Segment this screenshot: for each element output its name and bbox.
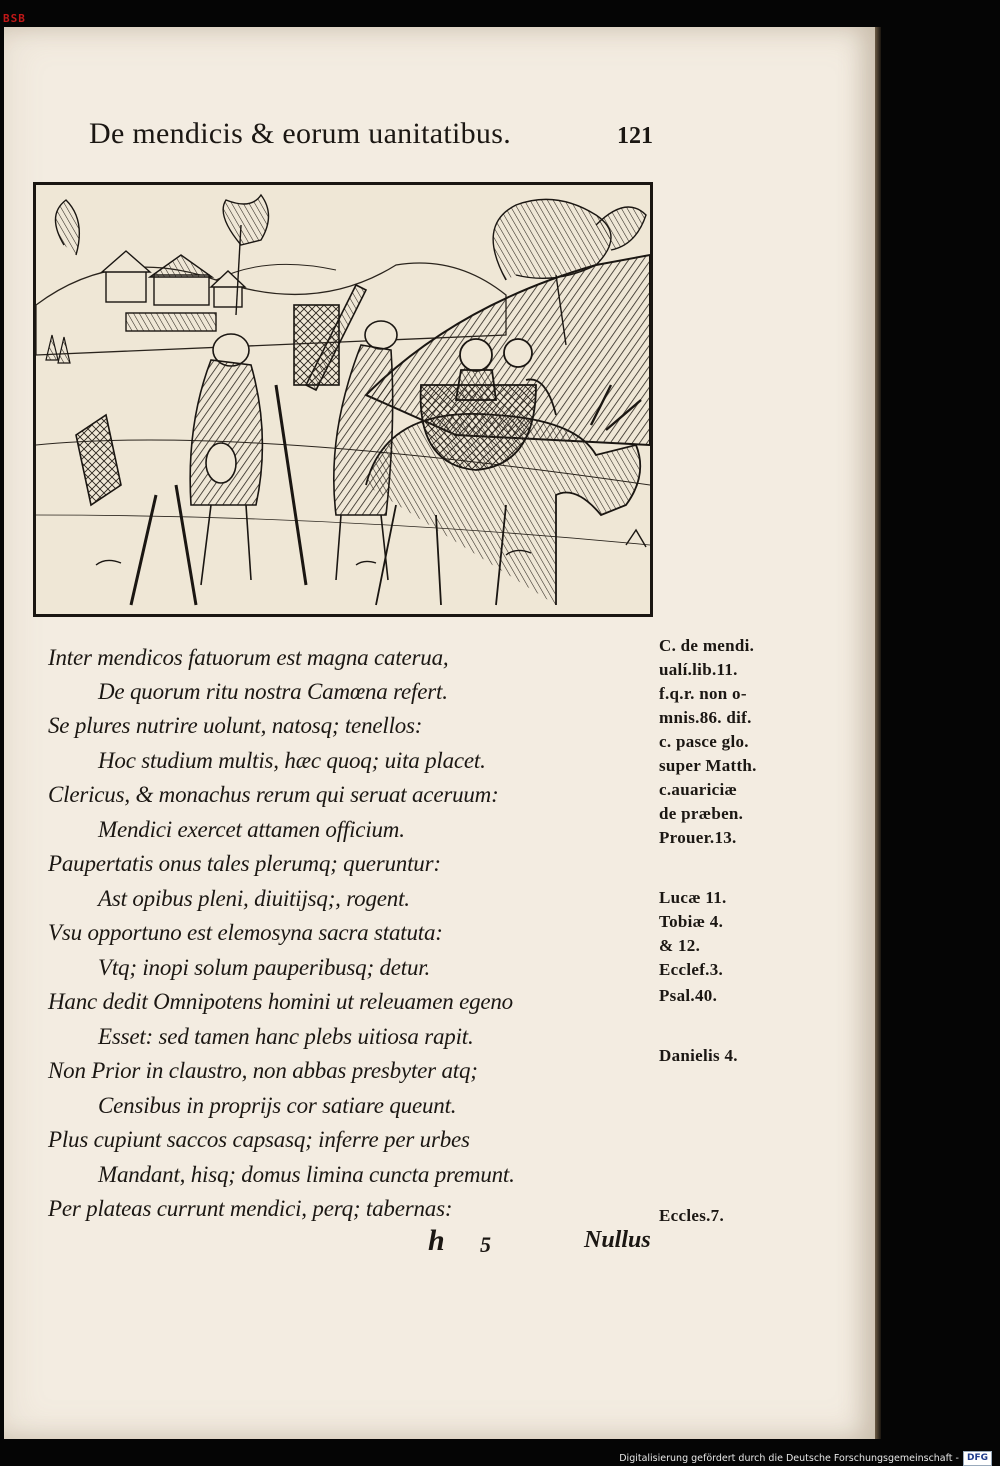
verse-line: Per plateas currunt mendici, perq; tabernas: — [48, 1196, 453, 1221]
marginal-note: c. pasce glo. — [659, 732, 749, 751]
signature-mark: h — [428, 1224, 445, 1257]
verse-line: Censibus in proprijs cor satiare queunt. — [98, 1093, 457, 1118]
catchword: Nullus — [584, 1227, 651, 1253]
running-head: De mendicis & eorum uanitatibus. — [89, 117, 512, 150]
marginal-note: Danielis 4. — [659, 1046, 738, 1065]
verse-line: Hanc dedit Omnipotens homini ut releuamen egeno — [48, 989, 513, 1014]
marginal-note: f.q.r. non o- — [659, 684, 747, 703]
verse-line: Ast opibus pleni, diuitijsq;, rogent. — [98, 886, 410, 911]
verse-line: Esset: sed tamen hanc plebs uitiosa rapit. — [98, 1024, 474, 1049]
marginal-note: de præben. — [659, 804, 744, 823]
footer-text: Digitalisierung gefördert durch die Deutsche Forschungsgemeinschaft - — [619, 1452, 959, 1464]
marginal-note: Eccles.7. — [659, 1206, 725, 1225]
book-page — [4, 27, 875, 1439]
verse-line: Non Prior in claustro, non abbas presbyter atq; — [48, 1058, 478, 1083]
footer-credit — [619, 1451, 992, 1465]
marginal-note: Psal.40. — [659, 986, 718, 1005]
verse-line: Mendici exercet attamen officium. — [98, 817, 405, 842]
marginal-note: Lucæ 11. — [659, 888, 727, 907]
marginal-note: Ecclef.3. — [659, 960, 724, 979]
marginal-note: & 12. — [659, 936, 701, 955]
verse-line: Se plures nutrire uolunt, natosq; tenellos: — [48, 713, 423, 738]
verse-line: Inter mendicos fatuorum est magna caterua, — [48, 645, 449, 670]
verse-line: De quorum ritu nostra Camœna refert. — [98, 679, 448, 704]
verse-line: Vsu opportuno est elemosyna sacra statuta: — [48, 920, 443, 945]
marginal-note: c.auariciæ — [659, 780, 738, 799]
verse-line: Mandant, hisq; domus limina cuncta premunt. — [98, 1162, 515, 1187]
library-mark: BSB — [3, 12, 26, 25]
marginal-note: super Matth. — [659, 756, 757, 775]
verse-line: Vtq; inopi solum pauperibusq; detur. — [98, 955, 431, 980]
marginal-note: mnis.86. dif. — [659, 708, 752, 727]
woodcut-drawing — [36, 185, 650, 614]
marginal-note: C. de mendi. — [659, 636, 755, 655]
verse-line: Hoc studium multis, hæc quoq; uita placet. — [98, 748, 486, 773]
dfg-logo: DFG — [963, 1451, 992, 1466]
verse-line: Paupertatis onus tales plerumq; queruntur: — [48, 851, 441, 876]
woodcut-illustration — [33, 182, 653, 617]
signature-number: 5 — [480, 1232, 491, 1257]
marginal-note: Prouer.13. — [659, 828, 737, 847]
page-edge — [875, 27, 881, 1439]
folio-number: 121 — [617, 123, 653, 149]
marginal-note: Tobiæ 4. — [659, 912, 724, 931]
verse-line: Plus cupiunt saccos capsasq; inferre per urbes — [48, 1127, 470, 1152]
verse-line: Clericus, & monachus rerum qui seruat aceruum: — [48, 782, 499, 807]
marginal-note: ualí.lib.11. — [659, 660, 738, 679]
